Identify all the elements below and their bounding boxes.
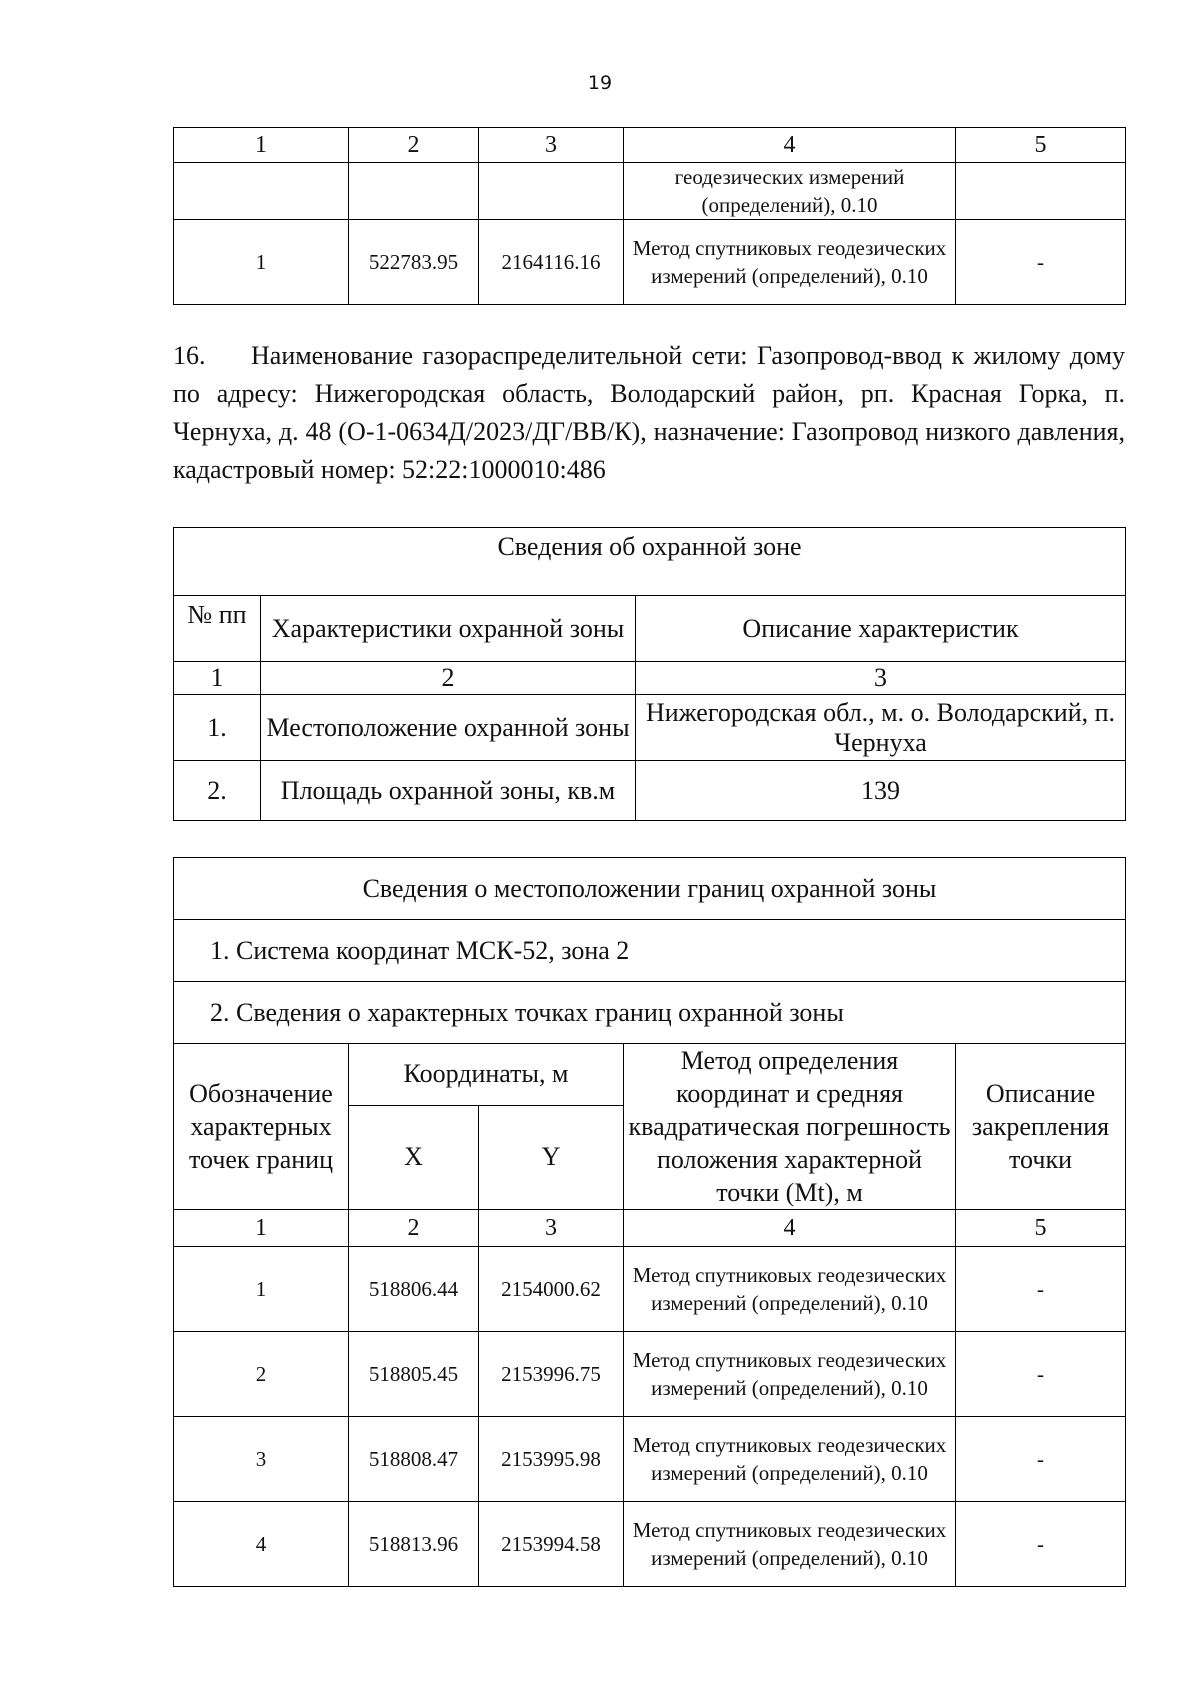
col-header-coords: Координаты, м <box>349 1044 624 1106</box>
col-header-num: № пп <box>174 596 261 662</box>
cell-y: 2154000.62 <box>479 1247 624 1332</box>
col-header-description: Описание характеристик <box>636 596 1126 662</box>
cell-y: 2153995.98 <box>479 1417 624 1502</box>
cell-x: 518813.96 <box>349 1502 479 1587</box>
cell-fix: - <box>956 1502 1126 1587</box>
cell-fix: - <box>956 1247 1126 1332</box>
cell-y: 2153994.58 <box>479 1502 624 1587</box>
page-number: 19 <box>587 72 613 94</box>
row-name: Местоположение охранной зоны <box>261 695 636 761</box>
col-num: 4 <box>624 128 956 163</box>
cell-point: 4 <box>174 1502 349 1587</box>
table-row <box>174 1417 1126 1502</box>
col-num: 5 <box>956 1210 1126 1247</box>
top-coordinates-table <box>173 127 1126 305</box>
cell-method: Метод спутниковых геодезических измерений (определений), 0.10 <box>624 1417 956 1502</box>
row-name: Площадь охранной зоны, кв.м <box>261 761 636 821</box>
cell-point <box>174 163 349 220</box>
cell-y: 2153996.75 <box>479 1332 624 1417</box>
cell-x: 522783.95 <box>349 220 479 305</box>
col-header-method: Метод определения координат и средняя квадратическая погрешность положения характерной точки (Mt), м <box>624 1044 956 1210</box>
col-num: 2 <box>349 128 479 163</box>
cell-point: 1 <box>174 220 349 305</box>
cell-y <box>479 163 624 220</box>
paragraph-number: 16. <box>173 341 206 370</box>
cell-x: 518806.44 <box>349 1247 479 1332</box>
header-row <box>174 128 1126 163</box>
col-header-characteristics: Характеристики охранной зоны <box>261 596 636 662</box>
points-title: 2. Сведения о характерных точках границ охранной зоны <box>174 982 1126 1044</box>
row-num: 1. <box>174 695 261 761</box>
cell-method: Метод спутниковых геодезических измерений (определений), 0.10 <box>624 1247 956 1332</box>
col-num: 5 <box>956 128 1126 163</box>
paragraph-text: Наименование газораспределительной сети: Газопровод-ввод к жилому дому по адресу: Нижегородская область, Володарский район, рп. Красная Горка, п. Чернуха, д. 48 (О-1-0634Д/2023/ДГ/ВВ/К), назначение: Газопровод низкого давления, кадастровый номер: 52:22:1000010:486 <box>173 341 1125 484</box>
cell-y: 2164116.16 <box>479 220 624 305</box>
col-num: 3 <box>636 662 1126 695</box>
table-row <box>174 1502 1126 1587</box>
col-num: 2 <box>261 662 636 695</box>
table-row <box>174 163 1126 220</box>
zone-info-table <box>173 527 1126 821</box>
table-title: Сведения об охранной зоне <box>174 528 1126 596</box>
table-row <box>174 1332 1126 1417</box>
boundaries-table <box>173 857 1126 1587</box>
col-header-x: X <box>349 1105 479 1209</box>
cell-x: 518808.47 <box>349 1417 479 1502</box>
cell-point: 1 <box>174 1247 349 1332</box>
row-value: 139 <box>636 761 1126 821</box>
cell-fix: - <box>956 220 1126 305</box>
col-num: 4 <box>624 1210 956 1247</box>
col-num: 3 <box>479 1210 624 1247</box>
cell-method: Метод спутниковых геодезических измерений (определений), 0.10 <box>624 220 956 305</box>
cell-fix: - <box>956 1332 1126 1417</box>
col-header-designation: Обозначение характерных точек границ <box>174 1044 349 1210</box>
cell-method: Метод спутниковых геодезических измерений (определений), 0.10 <box>624 1332 956 1417</box>
cell-method: Метод спутниковых геодезических измерений (определений), 0.10 <box>624 1502 956 1587</box>
row-num: 2. <box>174 761 261 821</box>
section-paragraph <box>173 337 1125 489</box>
table-title: Сведения о местоположении границ охранной зоны <box>174 858 1126 920</box>
table-row <box>174 761 1126 821</box>
cell-point: 3 <box>174 1417 349 1502</box>
coordinate-system: 1. Система координат МСК-52, зона 2 <box>174 920 1126 982</box>
col-num: 2 <box>349 1210 479 1247</box>
cell-x: 518805.45 <box>349 1332 479 1417</box>
col-header-fix: Описание закрепления точки <box>956 1044 1126 1210</box>
table-row <box>174 1247 1126 1332</box>
col-num: 3 <box>479 128 624 163</box>
cell-fix: - <box>956 1417 1126 1502</box>
cell-point: 2 <box>174 1332 349 1417</box>
cell-fix <box>956 163 1126 220</box>
row-value: Нижегородская обл., м. о. Володарский, п. Чернуха <box>636 695 1126 761</box>
table-row <box>174 695 1126 761</box>
col-num: 1 <box>174 1210 349 1247</box>
table-row <box>174 220 1126 305</box>
cell-x <box>349 163 479 220</box>
cell-method: геодезических измерений (определений), 0.10 <box>624 163 956 220</box>
col-num: 1 <box>174 128 349 163</box>
col-header-y: Y <box>479 1105 624 1209</box>
col-num: 1 <box>174 662 261 695</box>
